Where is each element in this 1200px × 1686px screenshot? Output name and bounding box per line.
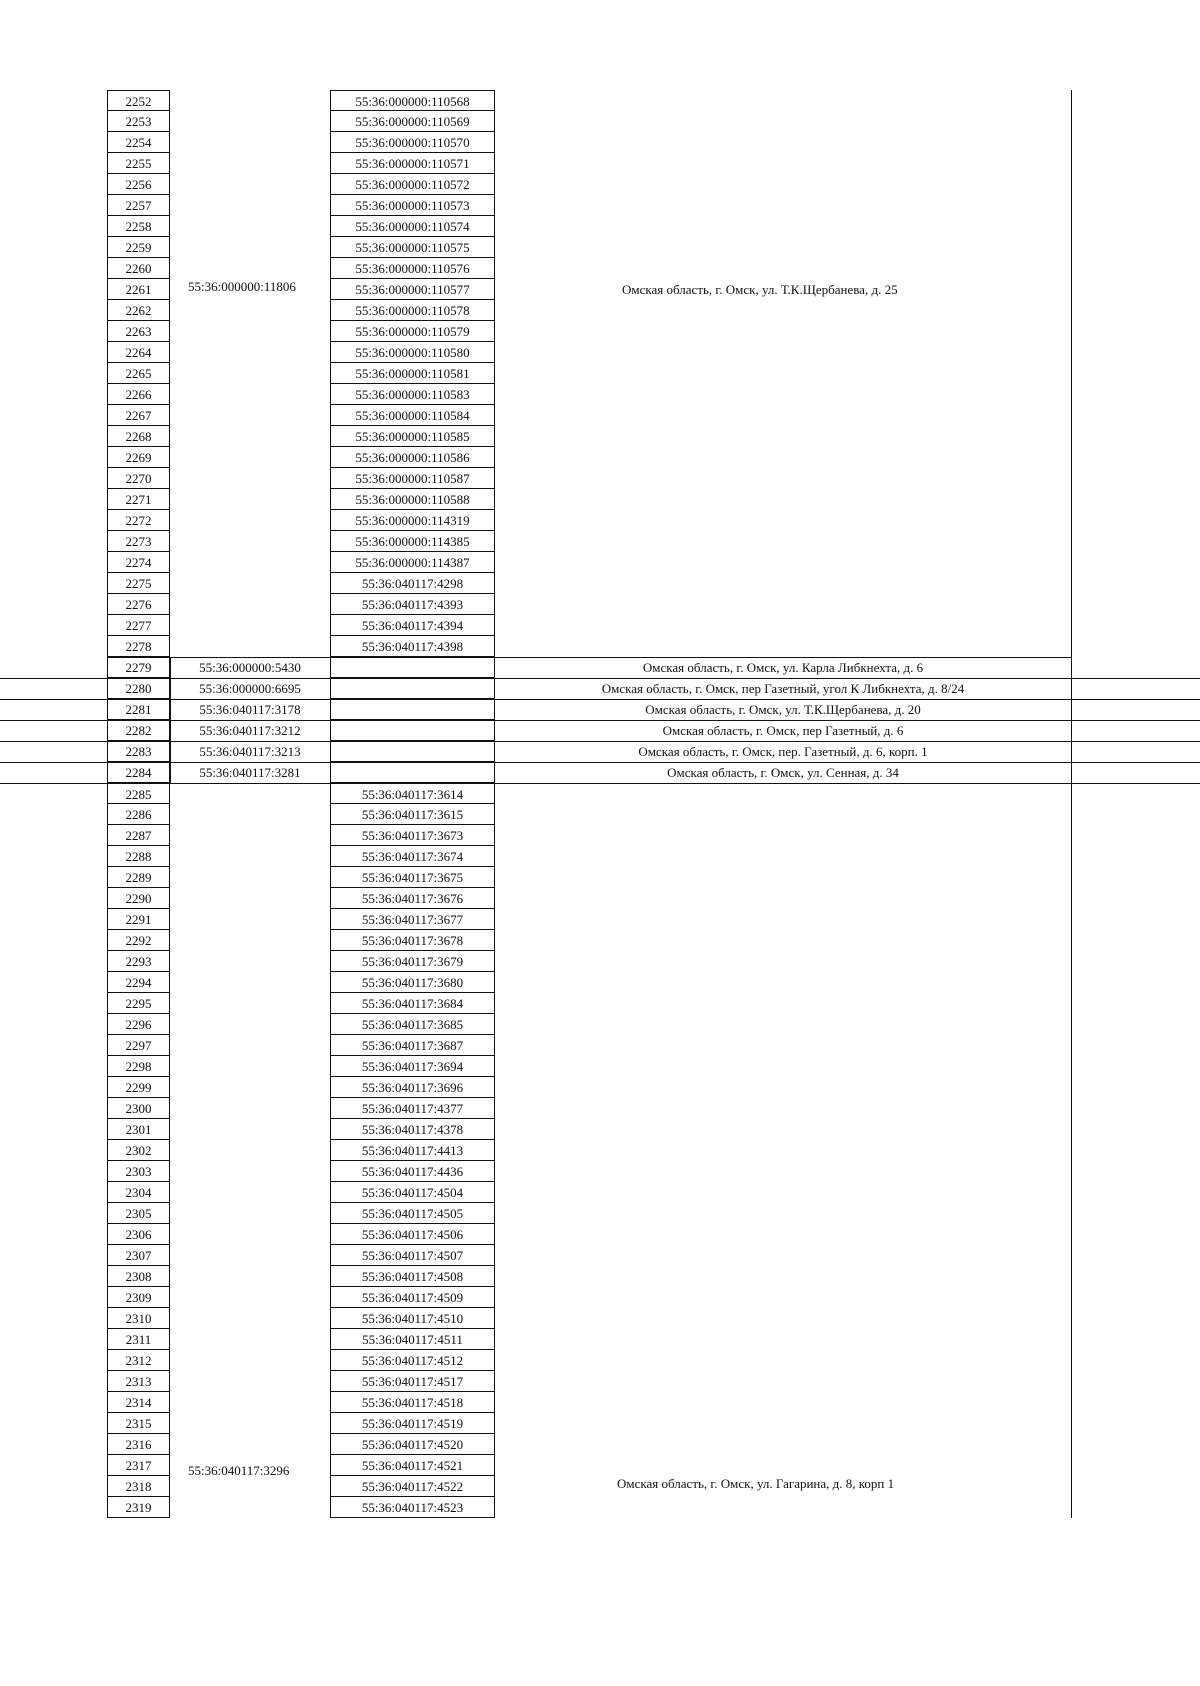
row-number: 2305	[107, 1203, 170, 1224]
row-number: 2266	[107, 384, 170, 405]
cadastral-number: 55:36:040117:4378	[330, 1119, 495, 1140]
row-number: 2278	[107, 636, 170, 657]
table-row	[0, 90, 1200, 111]
row-number: 2291	[107, 909, 170, 930]
cadastral-number: 55:36:040117:3674	[330, 846, 495, 867]
table-row	[0, 1014, 1200, 1035]
table-row	[0, 1140, 1200, 1161]
cadastral-number: 55:36:040117:4394	[330, 615, 495, 636]
table-row	[0, 1308, 1200, 1329]
table-row	[0, 1119, 1200, 1140]
row-number: 2277	[107, 615, 170, 636]
table-row	[0, 1266, 1200, 1287]
table-row	[0, 1434, 1200, 1455]
table-row	[0, 300, 1200, 321]
cadastral-number: 55:36:000000:110583	[330, 384, 495, 405]
address: Омская область, г. Омск, ул. Т.К.Щербанева, д. 20	[645, 702, 921, 717]
row-number: 2296	[107, 1014, 170, 1035]
row-number: 2315	[107, 1413, 170, 1434]
cadastral-number	[330, 678, 495, 699]
table-row	[0, 363, 1200, 384]
row-number: 2262	[107, 300, 170, 321]
row-number: 2268	[107, 426, 170, 447]
table-row	[0, 216, 1200, 237]
table-row	[0, 174, 1200, 195]
address: Омская область, г. Омск, ул. Карла Либкнехта, д. 6	[642, 660, 924, 675]
cadastral-number: 55:36:040117:3687	[330, 1035, 495, 1056]
table-row	[0, 636, 1200, 657]
row-number: 2304	[107, 1182, 170, 1203]
table-row	[0, 804, 1200, 825]
table-row	[0, 930, 1200, 951]
row-number: 2254	[107, 132, 170, 153]
row-number: 2287	[107, 825, 170, 846]
row-number: 2282	[107, 720, 170, 741]
cadastral-number: 55:36:040117:4510	[330, 1308, 495, 1329]
table-row	[0, 699, 1200, 721]
address: Омская область, г. Омск, пер. Газетный, д. 6, корп. 1	[638, 744, 928, 759]
cadastral-number: 55:36:040117:3685	[330, 1014, 495, 1035]
row-number: 2273	[107, 531, 170, 552]
parcel-number: 55:36:040117:3281	[199, 765, 301, 780]
cadastral-number: 55:36:000000:110587	[330, 468, 495, 489]
table-row	[0, 426, 1200, 447]
table-row	[0, 825, 1200, 846]
table-row	[0, 1161, 1200, 1182]
cadastral-number: 55:36:000000:110579	[330, 321, 495, 342]
row-number: 2310	[107, 1308, 170, 1329]
table-row	[0, 909, 1200, 930]
row-number: 2258	[107, 216, 170, 237]
row-number: 2253	[107, 111, 170, 132]
cadastral-number: 55:36:040117:4393	[330, 594, 495, 615]
row-number: 2297	[107, 1035, 170, 1056]
table-row	[0, 1392, 1200, 1413]
cadastral-number: 55:36:040117:4504	[330, 1182, 495, 1203]
table-row	[0, 552, 1200, 573]
cadastral-number: 55:36:040117:4413	[330, 1140, 495, 1161]
row-number: 2276	[107, 594, 170, 615]
parcel-number: 55:36:040117:3296	[188, 1463, 290, 1478]
row-number: 2280	[107, 678, 170, 699]
table-row	[0, 951, 1200, 972]
table-row	[0, 720, 1200, 742]
cadastral-number: 55:36:000000:110581	[330, 363, 495, 384]
cadastral-number: 55:36:000000:110585	[330, 426, 495, 447]
table-row	[0, 1413, 1200, 1434]
cadastral-number: 55:36:040117:3679	[330, 951, 495, 972]
table-row	[0, 447, 1200, 468]
cadastral-number: 55:36:000000:110570	[330, 132, 495, 153]
table-row	[0, 279, 1200, 300]
table-row	[0, 1476, 1200, 1497]
table-row	[0, 510, 1200, 531]
row-number: 2260	[107, 258, 170, 279]
row-number: 2255	[107, 153, 170, 174]
row-number: 2265	[107, 363, 170, 384]
table-row	[0, 1350, 1200, 1371]
cadastral-number: 55:36:040117:4520	[330, 1434, 495, 1455]
table-row	[0, 321, 1200, 342]
row-number: 2272	[107, 510, 170, 531]
cadastral-number: 55:36:040117:4505	[330, 1203, 495, 1224]
cadastral-number: 55:36:040117:3684	[330, 993, 495, 1014]
row-number: 2318	[107, 1476, 170, 1497]
cadastral-number: 55:36:040117:4398	[330, 636, 495, 657]
row-number: 2283	[107, 741, 170, 762]
middle-top-border	[107, 657, 1072, 658]
cadastral-number: 55:36:040117:4509	[330, 1287, 495, 1308]
row-number: 2259	[107, 237, 170, 258]
row-number: 2261	[107, 279, 170, 300]
table-row	[0, 573, 1200, 594]
row-number: 2285	[107, 783, 170, 804]
cadastral-number: 55:36:040117:3680	[330, 972, 495, 993]
cadastral-number: 55:36:000000:110584	[330, 405, 495, 426]
cadastral-number: 55:36:000000:114319	[330, 510, 495, 531]
right-border	[1071, 657, 1072, 783]
row-number: 2294	[107, 972, 170, 993]
cadastral-number: 55:36:040117:3673	[330, 825, 495, 846]
parcel-number: 55:36:040117:3212	[199, 723, 301, 738]
cadastral-number: 55:36:040117:3614	[330, 783, 495, 804]
row-number: 2290	[107, 888, 170, 909]
table-row	[0, 1455, 1200, 1476]
row-number: 2303	[107, 1161, 170, 1182]
cadastral-number: 55:36:040117:3675	[330, 867, 495, 888]
row-number: 2314	[107, 1392, 170, 1413]
cadastral-number: 55:36:040117:4518	[330, 1392, 495, 1413]
table-row	[0, 1287, 1200, 1308]
table-row	[0, 195, 1200, 216]
row-number: 2306	[107, 1224, 170, 1245]
row-number: 2300	[107, 1098, 170, 1119]
table-row	[0, 1371, 1200, 1392]
row-number: 2270	[107, 468, 170, 489]
table-row	[0, 342, 1200, 363]
cadastral-number: 55:36:040117:4507	[330, 1245, 495, 1266]
cadastral-number: 55:36:000000:110568	[330, 90, 495, 111]
row-number: 2299	[107, 1077, 170, 1098]
table-row	[0, 888, 1200, 909]
table-row	[0, 405, 1200, 426]
cadastral-number: 55:36:040117:4521	[330, 1455, 495, 1476]
cadastral-number: 55:36:000000:110573	[330, 195, 495, 216]
table-row	[0, 489, 1200, 510]
table-row	[0, 1224, 1200, 1245]
row-number: 2257	[107, 195, 170, 216]
row-number: 2263	[107, 321, 170, 342]
table-row	[0, 1245, 1200, 1266]
cadastral-number: 55:36:000000:110576	[330, 258, 495, 279]
row-number: 2286	[107, 804, 170, 825]
row-number: 2274	[107, 552, 170, 573]
table-row	[0, 1329, 1200, 1350]
table-row	[0, 594, 1200, 615]
table-row	[0, 972, 1200, 993]
parcel-number: 55:36:000000:6695	[199, 681, 301, 696]
row-number: 2267	[107, 405, 170, 426]
row-number: 2313	[107, 1371, 170, 1392]
cadastral-number: 55:36:000000:110586	[330, 447, 495, 468]
row-number: 2256	[107, 174, 170, 195]
table-row	[0, 1098, 1200, 1119]
table-row	[0, 1077, 1200, 1098]
address: Омская область, г. Омск, пер Газетный, д. 6	[662, 723, 904, 738]
cadastral-number: 55:36:000000:114385	[330, 531, 495, 552]
row-number: 2279	[107, 657, 170, 678]
table-row	[0, 1035, 1200, 1056]
table-row	[0, 531, 1200, 552]
cadastral-number: 55:36:040117:4522	[330, 1476, 495, 1497]
cadastral-number: 55:36:000000:110588	[330, 489, 495, 510]
cadastral-number	[330, 657, 495, 678]
cadastral-number: 55:36:040117:4512	[330, 1350, 495, 1371]
cadastral-number: 55:36:000000:110572	[330, 174, 495, 195]
cadastral-number: 55:36:040117:3676	[330, 888, 495, 909]
cadastral-number: 55:36:040117:3678	[330, 930, 495, 951]
cadastral-number: 55:36:040117:4523	[330, 1497, 495, 1518]
cadastral-number: 55:36:000000:110569	[330, 111, 495, 132]
table-row	[0, 846, 1200, 867]
row-number: 2271	[107, 489, 170, 510]
cadastral-number: 55:36:040117:3677	[330, 909, 495, 930]
address: Омская область, г. Омск, ул. Т.К.Щербанева, д. 25	[622, 282, 898, 297]
table-row	[0, 111, 1200, 132]
cadastral-number	[330, 699, 495, 720]
table-row	[0, 468, 1200, 489]
table-row	[0, 258, 1200, 279]
table-row	[0, 384, 1200, 405]
column-border	[170, 657, 171, 783]
row-number: 2312	[107, 1350, 170, 1371]
cadastral-number: 55:36:000000:110574	[330, 216, 495, 237]
parcel-number: 55:36:000000:5430	[199, 660, 301, 675]
parcel-number: 55:36:040117:3213	[199, 744, 301, 759]
row-number: 2298	[107, 1056, 170, 1077]
table-row	[0, 762, 1200, 784]
parcel-number: 55:36:000000:11806	[188, 279, 296, 294]
row-number: 2293	[107, 951, 170, 972]
row-number: 2316	[107, 1434, 170, 1455]
row-number: 2307	[107, 1245, 170, 1266]
row-number: 2281	[107, 699, 170, 720]
row-number: 2295	[107, 993, 170, 1014]
cadastral-number: 55:36:040117:4517	[330, 1371, 495, 1392]
table-row	[0, 615, 1200, 636]
cadastral-number: 55:36:040117:3615	[330, 804, 495, 825]
cadastral-number: 55:36:040117:4436	[330, 1161, 495, 1182]
cadastral-number: 55:36:000000:114387	[330, 552, 495, 573]
table-row	[0, 657, 1200, 679]
address: Омская область, г. Омск, ул. Гагарина, д. 8, корп 1	[617, 1476, 895, 1491]
table-row	[0, 741, 1200, 763]
row-number: 2309	[107, 1287, 170, 1308]
cadastral-number: 55:36:000000:110577	[330, 279, 495, 300]
row-number: 2317	[107, 1455, 170, 1476]
table-row	[0, 1056, 1200, 1077]
table-row	[0, 993, 1200, 1014]
cadastral-number: 55:36:040117:4508	[330, 1266, 495, 1287]
right-border	[1071, 783, 1072, 1518]
cadastral-number	[330, 720, 495, 741]
table-row	[0, 237, 1200, 258]
row-number: 2252	[107, 90, 170, 111]
cadastral-number: 55:36:040117:4519	[330, 1413, 495, 1434]
row-number: 2311	[107, 1329, 170, 1350]
row-number: 2319	[107, 1497, 170, 1518]
cadastral-number	[330, 741, 495, 762]
address: Омская область, г. Омск, ул. Сенная, д. 34	[667, 765, 899, 780]
cadastral-number: 55:36:040117:3694	[330, 1056, 495, 1077]
table-row	[0, 678, 1200, 700]
table-row	[0, 1203, 1200, 1224]
row-number: 2292	[107, 930, 170, 951]
row-number: 2288	[107, 846, 170, 867]
table-row	[0, 783, 1200, 804]
row-number: 2289	[107, 867, 170, 888]
cadastral-number: 55:36:000000:110575	[330, 237, 495, 258]
cadastral-number: 55:36:000000:110571	[330, 153, 495, 174]
cadastral-number: 55:36:040117:4298	[330, 573, 495, 594]
table-row	[0, 867, 1200, 888]
cadastral-number: 55:36:040117:4506	[330, 1224, 495, 1245]
row-number: 2302	[107, 1140, 170, 1161]
address: Омская область, г. Омск, пер Газетный, угол К Либкнехта, д. 8/24	[601, 681, 965, 696]
row-number: 2308	[107, 1266, 170, 1287]
row-number: 2269	[107, 447, 170, 468]
cadastral-number: 55:36:000000:110578	[330, 300, 495, 321]
cadastral-number	[330, 762, 495, 783]
row-number: 2284	[107, 762, 170, 783]
right-border	[1071, 90, 1072, 657]
table-row	[0, 1497, 1200, 1518]
table-row	[0, 132, 1200, 153]
table-row	[0, 1182, 1200, 1203]
cadastral-number: 55:36:040117:3696	[330, 1077, 495, 1098]
cadastral-number: 55:36:040117:4377	[330, 1098, 495, 1119]
table-row	[0, 153, 1200, 174]
cadastral-number: 55:36:000000:110580	[330, 342, 495, 363]
cadastral-number: 55:36:040117:4511	[330, 1329, 495, 1350]
parcel-number: 55:36:040117:3178	[199, 702, 301, 717]
row-number: 2301	[107, 1119, 170, 1140]
row-number: 2275	[107, 573, 170, 594]
row-number: 2264	[107, 342, 170, 363]
